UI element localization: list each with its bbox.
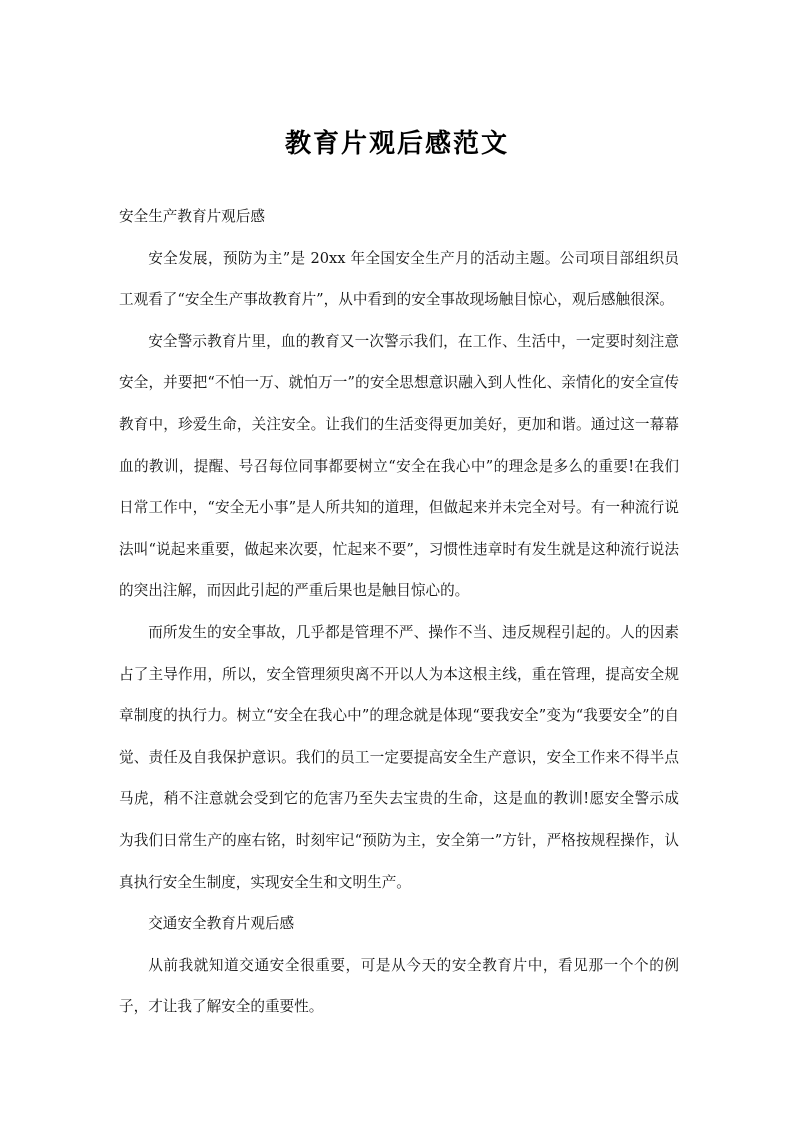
section-heading-safety-production: 安全生产教育片观后感	[119, 208, 265, 225]
body-paragraph: 安全警示教育片里，血的教育又一次警示我们，在工作、生活中，一定要时刻注意安全，并要把“不怕一万、就怕万一”的安全思想意识融入到人性化、亲情化的安全宣传教育中，珍爱生命，关注安全。让我们的生活变得更加美好，更加和谐。通过这一幕幕血的教训，提醒、号召每位同事都要树立“安全在我心中”的理念是多么的重要!在我们日常工作中，“安全无小事”是人所共知的道理，但做起来并未完全对号。有一种流行说法叫“说起来重要，做起来次要，忙起来不要”，习惯性违章时有发生就是这种流行说法的突出注解，而因此引起的严重后果也是触目惊心的。	[119, 332, 679, 600]
body-paragraph: 从前我就知道交通安全很重要，可是从今天的安全教育片中，看见那一个个的例子，才让我了解安全的重要性。	[119, 956, 679, 1016]
document-title: 教育片观后感范文	[284, 129, 509, 159]
body-paragraph: 安全发展，预防为主”是 20xx 年全国安全生产月的活动主题。公司项目部组织员工观看了“安全生产事故教育片”，从中看到的安全事故现场触目惊心，观后感触很深。	[119, 249, 679, 309]
section-heading-traffic-safety: 交通安全教育片观后感	[148, 915, 295, 933]
document-body	[119, 196, 679, 1028]
body-paragraph: 而所发生的安全事故，几乎都是管理不严、操作不当、违反规程引起的。人的因素占了主导作用，所以，安全管理须臾离不开以人为本这根主线，重在管理，提高安全规章制度的执行力。树立“安全在我心中”的理念就是体现“要我安全”变为“我要安全”的自觉、责任及自我保护意识。我们的员工一定要提高安全生产意识，安全工作来不得半点马虎，稍不注意就会受到它的危害乃至失去宝贵的生命，这是血的教训!愿安全警示成为我们日常生产的座右铭，时刻牢记“预防为主，安全第一”方针，严格按规程操作，认真执行安全生制度，实现安全生和文明生产。	[119, 623, 679, 891]
